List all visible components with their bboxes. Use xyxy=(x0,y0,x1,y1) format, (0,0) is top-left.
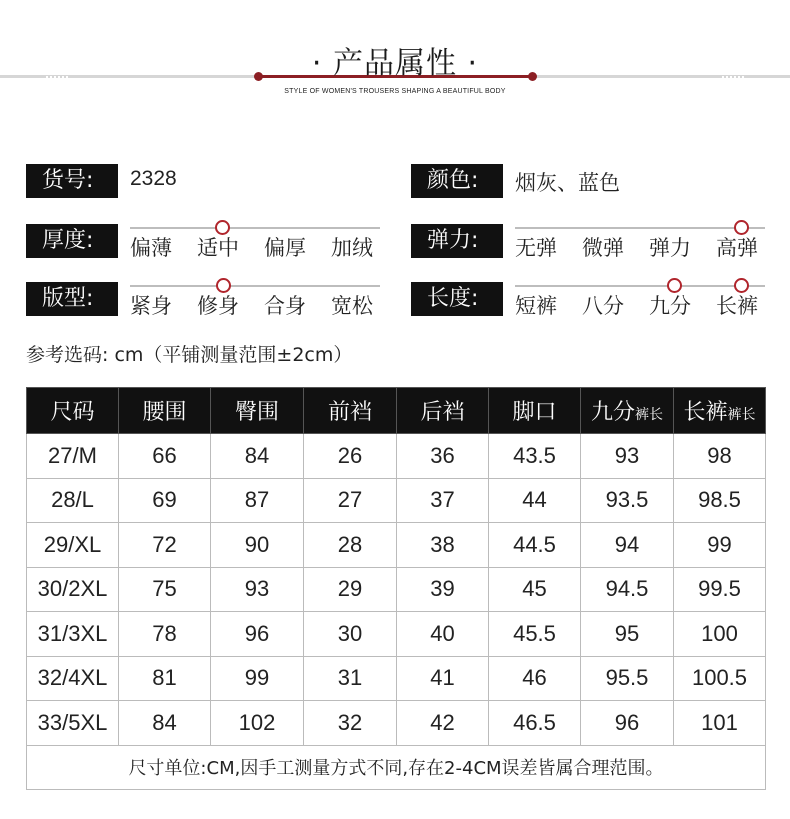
table-cell: 93 xyxy=(581,434,674,479)
table-cell: 100.5 xyxy=(674,656,766,701)
length-option: 九分 xyxy=(649,294,691,318)
size-cell: 31/3XL xyxy=(27,612,119,657)
table-cell: 99 xyxy=(211,656,304,701)
table-row xyxy=(27,567,766,612)
measurement-note: 尺寸单位:CM,因手工测量方式不同,存在2-4CM误差皆属合理范围。 xyxy=(27,745,766,789)
size-table-footer xyxy=(27,745,766,789)
fit-option: 合身 xyxy=(264,294,306,318)
table-row xyxy=(27,701,766,746)
table-row xyxy=(27,434,766,479)
thickness-option: 偏薄 xyxy=(130,236,172,260)
table-cell: 45 xyxy=(489,567,581,612)
table-cell: 95.5 xyxy=(581,656,674,701)
header-cell-waist: 腰围 xyxy=(119,388,211,434)
table-cell: 46.5 xyxy=(489,701,581,746)
table-row xyxy=(27,612,766,657)
table-cell: 43.5 xyxy=(489,434,581,479)
thickness-option: 适中 xyxy=(197,236,239,260)
table-cell: 46 xyxy=(489,656,581,701)
table-cell: 99.5 xyxy=(674,567,766,612)
table-cell: 98.5 xyxy=(674,478,766,523)
table-cell: 78 xyxy=(119,612,211,657)
elasticity-option: 无弹 xyxy=(515,236,557,260)
table-cell: 28 xyxy=(304,523,397,568)
table-cell: 96 xyxy=(211,612,304,657)
size-cell: 33/5XL xyxy=(27,701,119,746)
table-cell: 101 xyxy=(674,701,766,746)
table-cell: 81 xyxy=(119,656,211,701)
table-cell: 93.5 xyxy=(581,478,674,523)
table-cell: 44 xyxy=(489,478,581,523)
table-cell: 69 xyxy=(119,478,211,523)
table-cell: 37 xyxy=(397,478,489,523)
thickness-option: 加绒 xyxy=(331,236,373,260)
thickness-option: 偏厚 xyxy=(264,236,306,260)
table-cell: 100 xyxy=(674,612,766,657)
table-cell: 42 xyxy=(397,701,489,746)
fit-scale xyxy=(130,285,380,287)
page-title: · 产品属性 · xyxy=(311,46,479,81)
table-cell: 30 xyxy=(304,612,397,657)
table-cell: 90 xyxy=(211,523,304,568)
table-cell: 72 xyxy=(119,523,211,568)
fit-label: 版型: xyxy=(26,282,118,316)
page-subtitle: STYLE OF WOMEN'S TROUSERS SHAPING A BEAUTIFUL BODY xyxy=(284,88,506,95)
elasticity-scale xyxy=(515,227,765,229)
table-cell: 26 xyxy=(304,434,397,479)
table-row xyxy=(27,523,766,568)
table-cell: 32 xyxy=(304,701,397,746)
table-cell: 94.5 xyxy=(581,567,674,612)
elasticity-option: 弹力 xyxy=(649,236,691,260)
table-cell: 29 xyxy=(304,567,397,612)
table-cell: 95 xyxy=(581,612,674,657)
table-cell: 96 xyxy=(581,701,674,746)
fit-option: 紧身 xyxy=(130,294,172,318)
length-scale xyxy=(515,285,765,287)
header-cell-cropped-length: 九分裤长 xyxy=(581,388,674,434)
table-cell: 31 xyxy=(304,656,397,701)
size-table-header xyxy=(27,388,766,434)
elasticity-option: 高弹 xyxy=(716,236,758,260)
table-cell: 94 xyxy=(581,523,674,568)
elasticity-option: 微弹 xyxy=(582,236,624,260)
size-table xyxy=(26,387,766,790)
thickness-label: 厚度: xyxy=(26,224,118,258)
color-label: 颜色: xyxy=(411,164,503,198)
length-label: 长度: xyxy=(411,282,503,316)
fit-option: 修身 xyxy=(197,294,239,318)
table-cell: 44.5 xyxy=(489,523,581,568)
reference-note: 参考选码: cm（平铺测量范围±2cm） xyxy=(26,344,353,366)
table-row xyxy=(27,478,766,523)
table-cell: 102 xyxy=(211,701,304,746)
table-cell: 84 xyxy=(211,434,304,479)
table-cell: 66 xyxy=(119,434,211,479)
size-cell: 32/4XL xyxy=(27,656,119,701)
table-cell: 45.5 xyxy=(489,612,581,657)
header-cell-hip: 臀围 xyxy=(211,388,304,434)
length-option: 短裤 xyxy=(515,294,557,318)
thickness-scale xyxy=(130,227,380,229)
size-cell: 29/XL xyxy=(27,523,119,568)
table-row xyxy=(27,656,766,701)
fit-option: 宽松 xyxy=(331,294,373,318)
color-value: 烟灰、蓝色 xyxy=(515,171,620,195)
header-cell-front-rise: 前裆 xyxy=(304,388,397,434)
table-cell: 84 xyxy=(119,701,211,746)
size-cell: 28/L xyxy=(27,478,119,523)
length-option: 八分 xyxy=(582,294,624,318)
table-cell: 36 xyxy=(397,434,489,479)
header-cell-size: 尺码 xyxy=(27,388,119,434)
table-cell: 93 xyxy=(211,567,304,612)
table-cell: 39 xyxy=(397,567,489,612)
item-no-label: 货号: xyxy=(26,164,118,198)
size-cell: 30/2XL xyxy=(27,567,119,612)
table-cell: 40 xyxy=(397,612,489,657)
elasticity-label: 弹力: xyxy=(411,224,503,258)
header-cell-leg-opening: 脚口 xyxy=(489,388,581,434)
table-cell: 99 xyxy=(674,523,766,568)
item-no-value: 2328 xyxy=(130,167,177,190)
table-cell: 87 xyxy=(211,478,304,523)
length-option: 长裤 xyxy=(716,294,758,318)
table-cell: 38 xyxy=(397,523,489,568)
table-cell: 75 xyxy=(119,567,211,612)
size-cell: 27/M xyxy=(27,434,119,479)
header-cell-full-length: 长裤裤长 xyxy=(674,388,766,434)
header-cell-back-rise: 后裆 xyxy=(397,388,489,434)
table-cell: 41 xyxy=(397,656,489,701)
table-cell: 27 xyxy=(304,478,397,523)
table-cell: 98 xyxy=(674,434,766,479)
